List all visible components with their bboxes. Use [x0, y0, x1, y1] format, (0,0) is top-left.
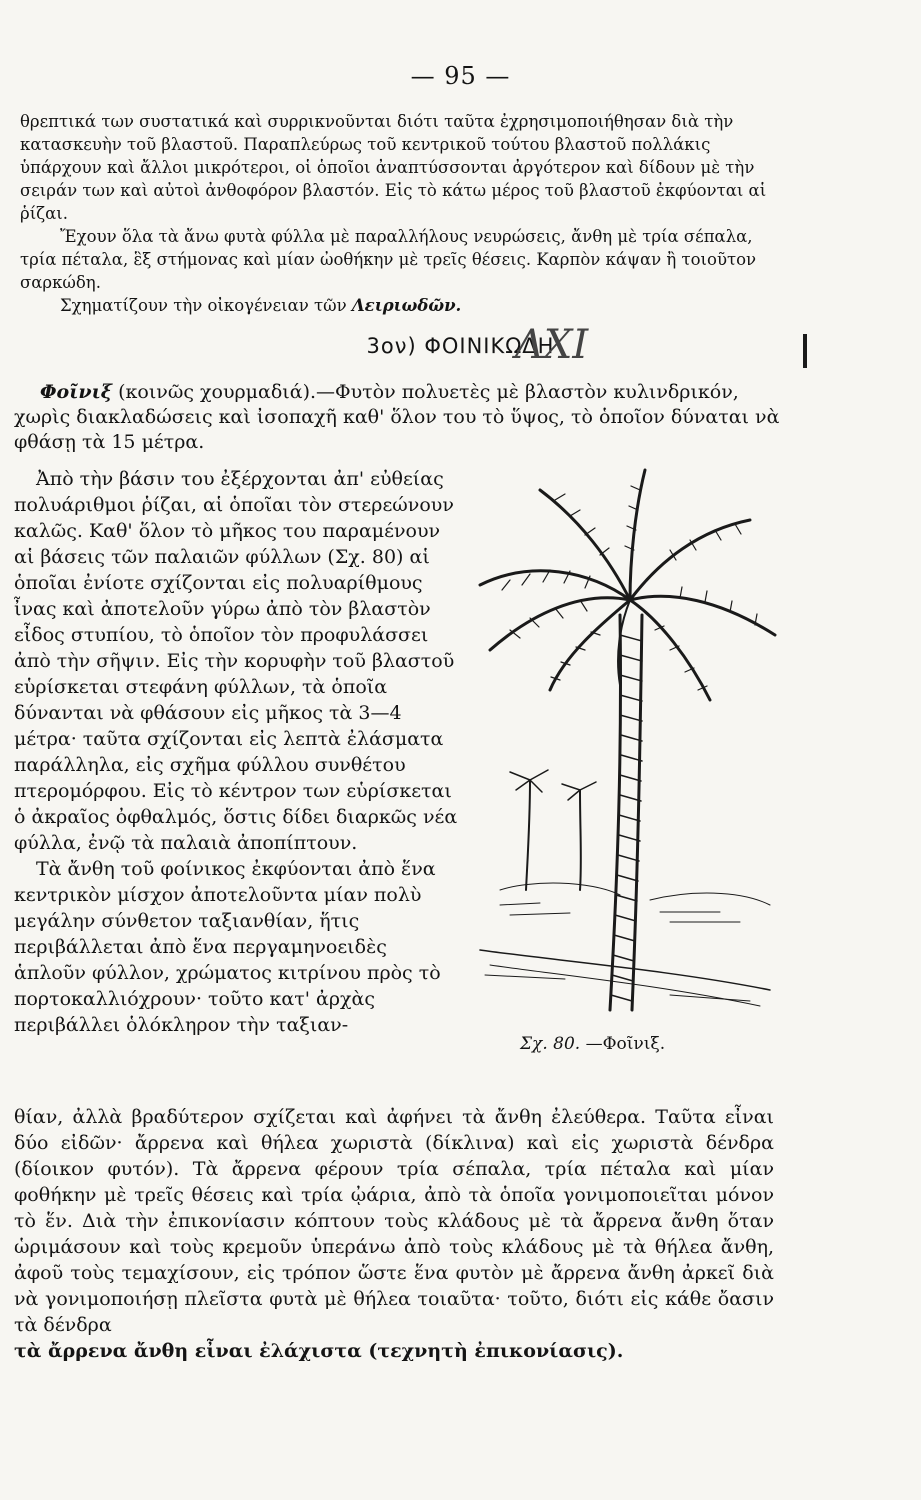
page-number: — 95 —: [410, 62, 511, 90]
intro-paragraph-1: θρεπτικά των συστατικά καὶ συρρικνοῦνται διότι ταῦτα ἐχρησιμοποιήθησαν διὰ τὴν κατασκευὴν τοῦ βλαστοῦ. Παραπλεύρως τοῦ κεντρικοῦ τούτου βλαστοῦ πολλάκις ὑπάρχουν καὶ ἄλλοι μικρότεροι, οἱ ὁποῖοι ἀναπτύσσονται ἀργότερον καὶ δίδουν μὲ τὴν σειράν των καὶ αὐτοὶ ἀνθοφόρον βλαστόν. Εἰς τὸ κάτω μέρος τοῦ βλαστοῦ ἐκφύονται αἱ ῥίζαι.: [20, 112, 767, 223]
lead-text: (κοινῶς χουρμαδιά).—Φυτὸν πολυετὲς μὲ βλαστὸν κυλινδρικόν, χωρὶς διακλαδώσεις καὶ ἰσοπαχῆ καθ' ὅλον του τὸ ὕψος, τὸ ὁποῖον δύναται νὰ φθάσῃ τὰ 15 μέτρα.: [14, 381, 780, 453]
family-prefix: Σχηματίζουν τὴν οἰκογένειαν τῶν: [60, 296, 347, 315]
palm-tree-figure: [470, 450, 800, 1050]
figure-caption-name: —Φοῖνιξ.: [585, 1034, 666, 1054]
palm-tree-icon: [470, 450, 800, 1050]
handwritten-annotation: ΛΧΙ: [515, 322, 589, 368]
figure-caption-label: Σχ. 80.: [520, 1034, 581, 1054]
text-column: [14, 466, 464, 1038]
lead-term: Φοῖνιξ: [40, 381, 113, 403]
lead-paragraph: [14, 380, 794, 455]
margin-mark: [803, 334, 807, 368]
bottom-paragraph: θίαν, ἀλλὰ βραδύτερον σχίζεται καὶ ἀφήνει τὰ ἄνθη ἐλεύθερα. Ταῦτα εἶναι δύο εἰδῶν· ἄρρενα καὶ θήλεα χωριστὰ (δίκλινα) καὶ εἰς χωριστὰ δένδρα (δίοικον φυτόν). Τὰ ἄρρενα φέρουν τρία σέπαλα, τρία πέταλα καὶ μίαν φοθήκην μὲ τρεῖς θέσεις καὶ τρία ᾠάρια, ἀπὸ τὰ ὁποῖα γονιμοποιεῖται μόνον τὸ ἕν. Διὰ τὴν ἐπικονίασιν κόπτουν τοὺς κλάδους μὲ τὰ ἄρρενα ἄνθη ὅταν ὡριμάσουν καὶ τοὺς κρεμοῦν ὑπεράνω ἀπὸ τοὺς κλάδους μὲ τὰ θήλεα ἄνθη, ἀφοῦ τοὺς τεμαχίσουν, εἰς τρόπον ὥστε ἕνα φυτὸν μὲ ἄρρενα ἄνθη ἀρκεῖ διὰ νὰ γονιμοποιήσῃ πλεῖστα φυτὰ μὲ θήλεα τοιαῦτα· τοῦτο, διότι εἰς κάθε ὄασιν τὰ δένδρα: [14, 1106, 774, 1336]
column-paragraph-2: Τὰ ἄνθη τοῦ φοίνικος ἐκφύονται ἀπὸ ἕνα κεντρικὸν μίσχον ἀποτελοῦντα μίαν πολὺ μεγάλην σύνθετον ταξιανθίαν, ἥτις περιβάλλεται ἀπὸ ἕνα περγαμηνοειδὲς ἁπλοῦν φύλλον, χρώματος κιτρίνου πρὸς τὸ πορτοκαλλιόχρουν· τοῦτο κατ' ἀρχὰς περιβάλλει ὁλόκληρον τὴν ταξιαν-: [14, 858, 441, 1036]
intro-text: [20, 110, 790, 317]
bottom-last-line: τὰ ἄρρενα ἄνθη εἶναι ἐλάχιστα (τεχνητὴ ἐπικονίασις).: [14, 1340, 624, 1362]
figure-caption: [520, 1034, 665, 1054]
bottom-text: [14, 1104, 774, 1364]
family-name: Λειριωδῶν.: [351, 296, 462, 315]
family-line: [20, 294, 790, 317]
column-paragraph-1: Ἀπὸ τὴν βάσιν του ἐξέρχονται ἀπ' εὐθείας πολυάριθμοι ῥίζαι, αἱ ὁποῖαι τὸν στερεώνουν καλῶς. Καθ' ὅλον τὸ μῆκος του παραμένουν αἱ βάσεις τῶν παλαιῶν φύλλων (Σχ. 80) αἱ ὁποῖαι ἐνίοτε σχίζονται εἰς πολυαρίθμους ἶνας καὶ ἀποτελοῦν γύρω ἀπὸ τὸν βλαστὸν εἶδος στυπίου, τὸ ὁποῖον τὸν προφυλάσσει ἀπὸ τὴν σῆψιν. Εἰς τὴν κορυφὴν τοῦ βλαστοῦ εὑρίσκεται στεφάνη φύλλων, τὰ ὁποῖα δύνανται νὰ φθάσουν εἰς μῆκος τὰ 3—4 μέτρα· ταῦτα σχίζονται εἰς λεπτὰ ἐλάσματα παράλληλα, εἰς σχῆμα φύλλου συνθέτου πτερομόρφου. Εἰς τὸ κέντρον των εὑρίσκεται ὁ ἀκραῖος ὀφθαλμός, ὅστις δίδει διαρκῶς νέα φύλλα, ἐνῷ τὰ παλαιὰ ἀποπίπτουν.: [14, 468, 458, 854]
section-heading: 3ον) ΦΟΙΝΙΚΩΔΗ: [366, 334, 555, 358]
intro-paragraph-2: Ἔχουν ὅλα τὰ ἄνω φυτὰ φύλλα μὲ παραλλήλους νευρώσεις, ἄνθη μὲ τρία σέπαλα, τρία πέταλα, ἓξ στήμονας καὶ μίαν ὠοθήκην μὲ τρεῖς θέσεις. Καρπὸν κάψαν ἢ τοιοῦτον σαρκώδη.: [20, 227, 757, 292]
